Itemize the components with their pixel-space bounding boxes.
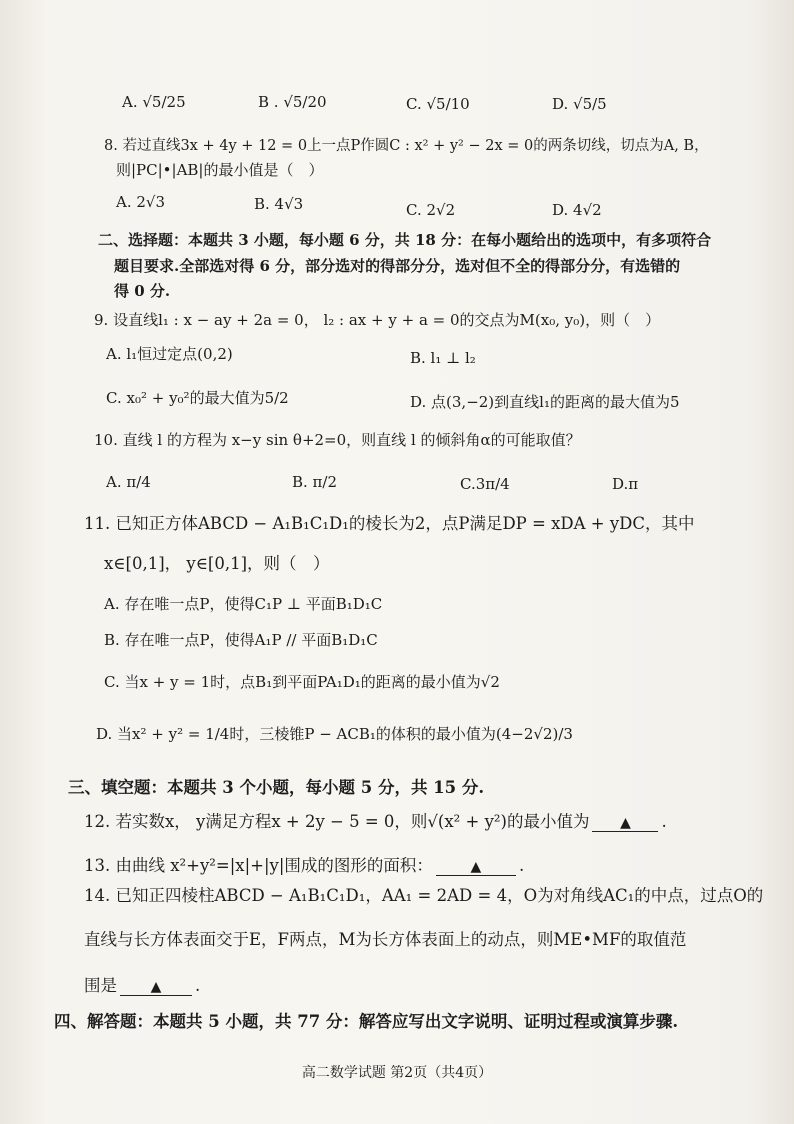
section-4-header: 四、解答题：本题共 5 小题，共 77 分：解答应写出文字说明、证明过程或演算步骤.	[54, 1012, 679, 1031]
option-a-top: A. √5/25	[122, 93, 186, 111]
option-b-top: B . √5/20	[258, 93, 327, 111]
q12-end: .	[661, 812, 667, 831]
q14-line-2: 直线与长方体表面交于E，F两点，M为长方体表面上的动点，则ME•MF的取值范	[84, 930, 687, 949]
q13-end: .	[518, 856, 525, 875]
q10-option-c: C.3π/4	[460, 475, 510, 493]
q8-option-a: A. 2√3	[116, 193, 166, 211]
q14-answer-blank[interactable]: ▲	[120, 979, 192, 996]
q8-option-d: D. 4√2	[552, 201, 602, 219]
q14-end: .	[195, 976, 201, 995]
q8-stem-2: 则|PC|•|AB|的最小值是（ ）	[116, 161, 324, 179]
section-2-line-2: 题目要求.全部选对得 6 分，部分选对的得部分分，选对但不全的得部分分，有选错的	[114, 257, 681, 275]
q11-option-c: C. 当x + y = 1时，点B₁到平面PA₁D₁的距离的最小值为√2	[104, 673, 500, 691]
q11-stem: 11. 已知正方体ABCD − A₁B₁C₁D₁的棱长为2，点P满足DP = xDA + yDC，其中	[84, 514, 695, 533]
q13-answer-blank[interactable]: ▲	[436, 859, 516, 876]
q12-answer-blank[interactable]: ▲	[592, 815, 658, 832]
q14-line-1: 14. 已知正四棱柱ABCD − A₁B₁C₁D₁，AA₁ = 2AD = 4，O为对角线AC₁的中点，过点O的	[84, 886, 764, 905]
q11-stem-2: x∈[0,1]， y∈[0,1]，则（ ）	[104, 554, 330, 573]
q10-option-b: B. π/2	[292, 473, 338, 491]
q11-option-d: D. 当x² + y² = 1/4时，三棱锥P − ACB₁的体积的最小值为(4−2√2)/3	[96, 725, 573, 743]
q12-text: 12. 若实数x， y满足方程x + 2y − 5 = 0，则√(x² + y²)的最小值为	[84, 812, 590, 831]
section-2-header: 二、选择题：本题共 3 小题，每小题 6 分，共 18 分：在每小题给出的选项中，有多项符合	[98, 231, 712, 249]
q9-stem: 9. 设直线l₁ : x − ay + 2a = 0， l₂ : ax + y + a = 0的交点为M(x₀, y₀)，则（ ）	[94, 311, 661, 329]
option-c-top: C. √5/10	[406, 95, 470, 113]
q8-option-c: C. 2√2	[406, 201, 456, 219]
option-d-top: D. √5/5	[552, 95, 607, 113]
page-footer: 高二数学试题 第2页（共4页）	[301, 1065, 493, 1081]
q9-option-b: B. l₁ ⊥ l₂	[410, 349, 476, 367]
q13	[84, 856, 524, 876]
q11-option-a: A. 存在唯一点P，使得C₁P ⊥ 平面B₁D₁C	[104, 595, 383, 613]
q14-text-3: 围是	[84, 976, 117, 995]
q9-option-a: A. l₁恒过定点(0,2)	[106, 345, 233, 363]
q10-stem: 10. 直线 l 的方程为 x−y sin θ+2=0，则直线 l 的倾斜角α的可能取值？	[94, 431, 581, 449]
q9-option-d: D. 点(3,−2)到直线l₁的距离的最大值为5	[410, 393, 680, 411]
q12	[84, 812, 667, 832]
q13-text: 13. 由曲线 x²+y²=|x|+|y|围成的图形的面积：	[84, 856, 433, 875]
q14-line-3	[84, 976, 200, 996]
section-3-header: 三、填空题：本题共 3 个小题，每小题 5 分，共 15 分.	[68, 778, 485, 797]
q8-stem: 8. 若过直线3x + 4y + 12 = 0上一点P作圆C : x² + y² − 2x = 0的两条切线，切点为A, B，	[104, 138, 709, 154]
q11-option-b: B. 存在唯一点P，使得A₁P // 平面B₁D₁C	[104, 631, 378, 649]
q10-option-d: D.π	[612, 475, 639, 493]
section-2-line-3: 得 0 分.	[114, 282, 171, 300]
q10-option-a: A. π/4	[106, 473, 151, 491]
q9-option-c: C. x₀² + y₀²的最大值为5/2	[106, 389, 289, 407]
q8-option-b: B. 4√3	[254, 195, 304, 213]
